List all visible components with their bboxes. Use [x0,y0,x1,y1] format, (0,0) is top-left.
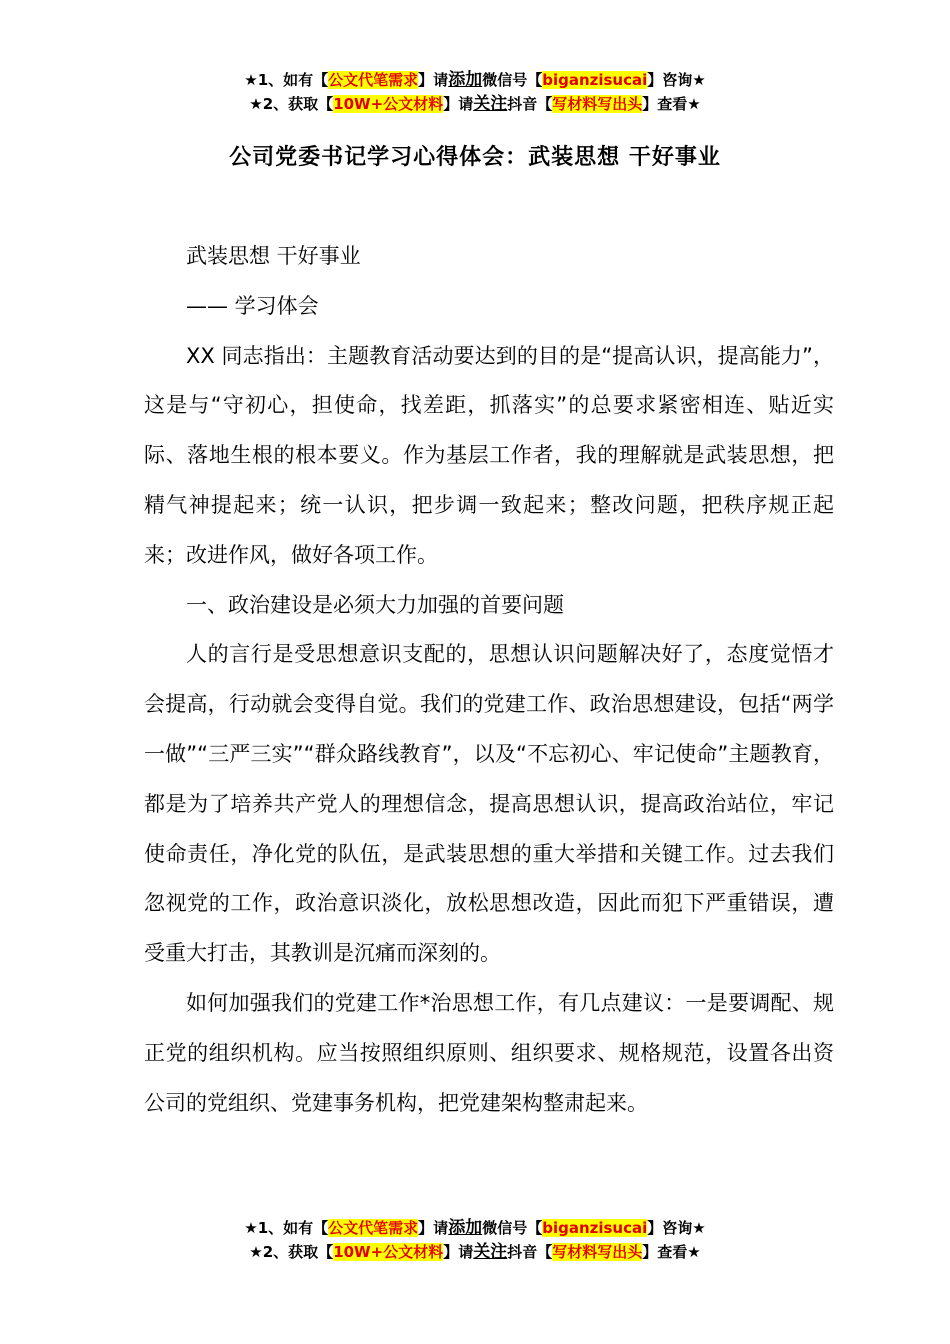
section-heading: 一、政治建设是必须大力加强的首要问题 [186,592,564,617]
banner-text: 】查看★ [642,1243,701,1261]
banner-highlight: 写材料写出头 [552,1243,643,1261]
body-paragraph: 如何加强我们的党建工作*治思想工作，有几点建议：一是要调配、规正党的组织机构。应当按照组织原则、组织要求、规格规范，设置各出资公司的党组织、党建事务机构，把党建架构整肃起来。 [144,990,834,1115]
banner-text: 】查看★ [642,95,701,113]
banner-text: 】请 [443,1243,474,1261]
banner-highlight: 公文代笔需求 [328,71,419,89]
banner-highlight: 10W+公文材料 [333,1243,444,1261]
banner-text: 抖音【 [507,95,553,113]
body-subheading: —— 学习体会 [186,293,319,318]
document-body [144,232,834,1128]
footer-banner [0,1216,950,1264]
banner-text: ★1、如有【 [244,71,329,89]
body-paragraph: XX 同志指出：主题教育活动要达到的目的是“提高认识，提高能力”，这是与“守初心，担使命，找差距，抓落实”的总要求紧密相连、贴近实际、落地生根的根本要义。作为基层工作者，我的理解就是武装思想，把精气神提起来；统一认识，把步调一致起来；整改问题，把秩序规正起来；改进作风，做好各项工作。 [144,343,834,567]
header-banner [0,68,950,116]
banner-text: 】咨询★ [647,71,706,89]
body-heading: 武装思想 干好事业 [186,244,361,268]
banner-text: 微信号【 [482,1219,543,1237]
banner-text: ★2、获取【 [249,1243,334,1261]
banner-highlight: biganzisucai [542,1219,648,1237]
banner-text: 】请 [418,1219,449,1237]
banner-text: 】咨询★ [647,1219,706,1237]
banner-emphasis: 添加 [448,1218,483,1238]
banner-text: ★2、获取【 [249,95,334,113]
document-title: 公司党委书记学习心得体会：武装思想 干好事业 [229,145,721,170]
banner-emphasis: 关注 [473,94,508,114]
banner-line-2 [0,1240,950,1264]
banner-text: 抖音【 [507,1243,553,1261]
banner-text: 】请 [418,71,449,89]
banner-emphasis: 关注 [473,1242,508,1262]
banner-highlight: 公文代笔需求 [328,1219,419,1237]
banner-text: ★1、如有【 [244,1219,329,1237]
banner-highlight: 写材料写出头 [552,95,643,113]
banner-highlight: biganzisucai [542,71,648,89]
banner-line-1 [0,68,950,92]
banner-text: 】请 [443,95,474,113]
body-paragraph: 人的言行是受思想意识支配的，思想认识问题解决好了，态度觉悟才会提高，行动就会变得自觉。我们的党建工作、政治思想建设，包括“两学一做”“三严三实”“群众路线教育”，以及“不忘初心、牢记使命”主题教育，都是为了培养共产党人的理想信念，提高思想认识，提高政治站位，牢记使命责任，净化党的队伍，是武装思想的重大举措和关键工作。过去我们忽视党的工作，政治意识淡化，放松思想改造，因此而犯下严重错误，遭受重大打击，其教训是沉痛而深刻的。 [144,642,834,966]
banner-text: 微信号【 [482,71,543,89]
banner-line-2 [0,92,950,116]
banner-emphasis: 添加 [448,70,483,90]
banner-highlight: 10W+公文材料 [333,95,444,113]
banner-line-1 [0,1216,950,1240]
